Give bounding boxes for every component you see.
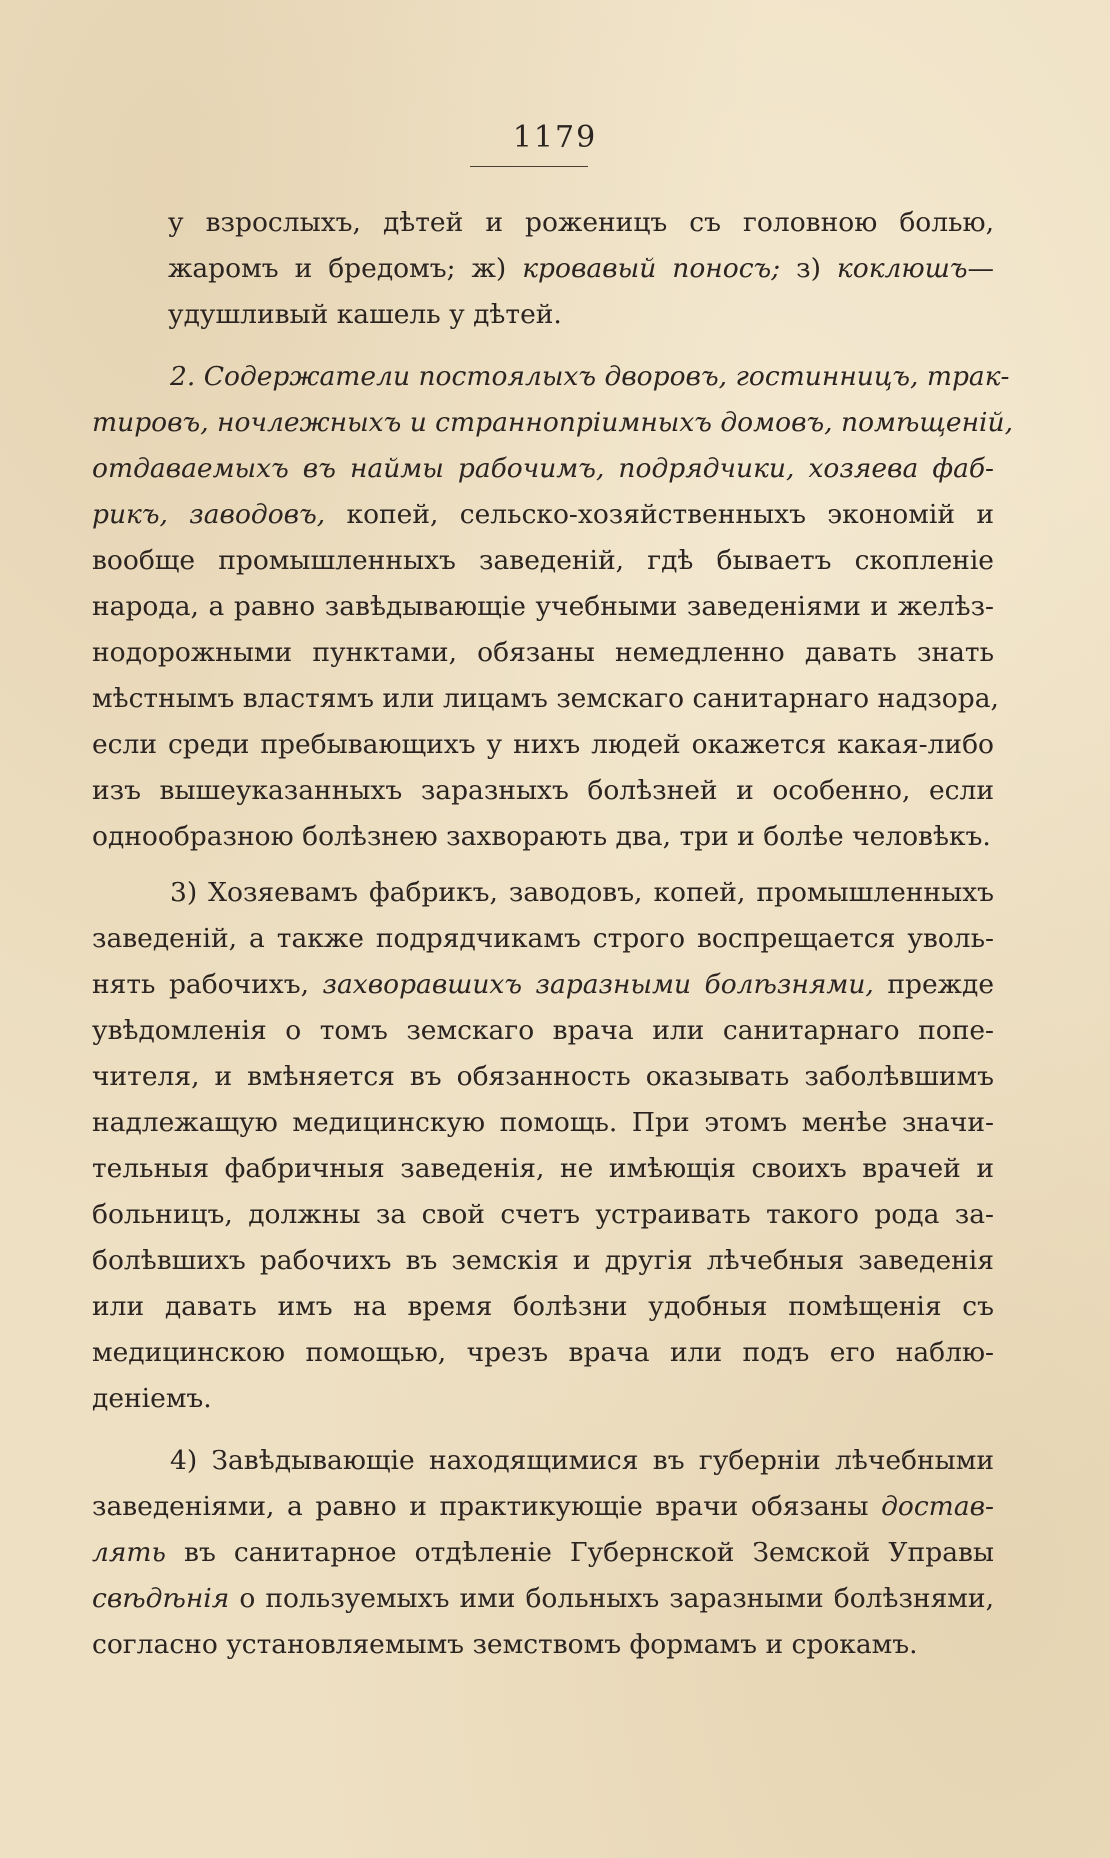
text-line	[92, 676, 999, 722]
text-line	[92, 1192, 994, 1238]
text-line	[92, 1484, 994, 1530]
italic-text-run: свѣдѣнія	[92, 1583, 230, 1614]
text-run: деніемъ.	[92, 1383, 212, 1414]
text-run: согласно установляемымъ земствомъ формамъ и срокамъ.	[92, 1629, 918, 1660]
text-run: изъ вышеуказанныхъ заразныхъ болѣзней и особенно, если	[92, 775, 994, 806]
italic-text-run: 2. Содержатели постоялыхъ дворовъ, гостинницъ, трак-	[170, 361, 1010, 392]
text-line	[92, 1622, 994, 1668]
text-run: о пользуемыхъ ими больныхъ заразными болѣзнями,	[229, 1583, 994, 1614]
text-run: однообразною болѣзнею захворають два, три и болѣе человѣкъ.	[92, 821, 991, 852]
paragraph-2	[92, 354, 1014, 860]
text-line	[92, 722, 994, 768]
text-run: —	[967, 253, 994, 284]
italic-text-run: кровавый поносъ;	[522, 253, 781, 284]
text-run: з)	[780, 253, 837, 284]
text-run: или давать имъ на время болѣзни удобныя помѣщенія съ	[92, 1291, 994, 1322]
text-run: чителя, и вмѣняется въ обязанность оказывать заболѣвшимъ	[92, 1061, 994, 1092]
text-run: мѣстнымъ властямъ или лицамъ земскаго санитарнаго надзора,	[92, 683, 999, 714]
paragraph-4	[92, 1438, 994, 1668]
text-line	[92, 814, 994, 860]
text-line	[92, 1100, 994, 1146]
italic-text-run: тировъ, ночлежныхъ и страннопріимныхъ домовъ, помѣщеній,	[92, 407, 1014, 438]
body-text	[92, 200, 1014, 1668]
text-line	[92, 1238, 994, 1284]
text-line	[92, 1054, 994, 1100]
text-run: 4) Завѣдывающіе находящимися въ губерніи лѣчебными	[170, 1445, 994, 1476]
text-run: жаромъ и бредомъ; ж)	[168, 253, 523, 284]
text-line	[92, 916, 994, 962]
text-line	[92, 446, 994, 492]
text-run: народа, а равно завѣдывающіе учебными заведеніями и желѣз-	[92, 591, 994, 622]
text-line	[92, 538, 994, 584]
page-number: 1179	[512, 120, 598, 155]
italic-text-run: рикъ, заводовъ,	[92, 499, 326, 530]
text-run: заведеніями, а равно и практикующіе врачи обязаны	[92, 1491, 882, 1522]
text-run: больницъ, должны за свой счетъ устраивать такого рода за-	[92, 1199, 994, 1230]
text-line	[92, 1576, 994, 1622]
text-run: прежде	[873, 969, 995, 1000]
text-line	[92, 1530, 994, 1576]
text-line	[92, 962, 994, 1008]
text-run: въ санитарное отдѣленіе Губернской Земской Управы	[165, 1537, 994, 1568]
page-number-rule	[470, 166, 588, 167]
text-run: нять рабочихъ,	[92, 969, 323, 1000]
text-line	[92, 292, 994, 338]
text-line	[92, 1146, 994, 1192]
text-line	[92, 870, 994, 916]
text-line	[92, 1008, 994, 1054]
text-line	[92, 200, 994, 246]
italic-text-run: захворавшихъ заразными болѣзнями,	[322, 969, 874, 1000]
text-run: удушливый кашель у дѣтей.	[168, 299, 562, 330]
text-run: у взрослыхъ, дѣтей и роженицъ съ головною болью,	[168, 207, 994, 238]
paragraph-3	[92, 870, 994, 1422]
text-run: заведеній, а также подрядчикамъ строго воспрещается уволь-	[92, 923, 994, 954]
text-line	[92, 492, 994, 538]
italic-text-run: лять	[92, 1537, 166, 1568]
text-line	[92, 246, 994, 292]
text-run: 3) Хозяевамъ фабрикъ, заводовъ, копей, промышленныхъ	[170, 877, 994, 908]
text-line	[92, 1376, 994, 1422]
italic-text-run: достав-	[881, 1491, 994, 1522]
paragraph-continuation	[92, 200, 994, 338]
text-run: надлежащую медицинскую помощь. При этомъ менѣе значи-	[92, 1107, 994, 1138]
text-run: вообще промышленныхъ заведеній, гдѣ бываетъ скопленіе	[92, 545, 994, 576]
text-line	[92, 400, 1014, 446]
text-line	[92, 1438, 994, 1484]
text-line	[92, 1330, 994, 1376]
text-line	[92, 354, 1010, 400]
text-line	[92, 1284, 994, 1330]
text-line	[92, 630, 994, 676]
italic-text-run: отдаваемыхъ въ наймы рабочимъ, подрядчики, хозяева фаб-	[92, 453, 994, 484]
text-line	[92, 584, 994, 630]
text-run: тельныя фабричныя заведенія, не имѣющія своихъ врачей и	[92, 1153, 994, 1184]
text-run: увѣдомленія о томъ земскаго врача или санитарнаго попе-	[92, 1015, 994, 1046]
text-run: болѣвшихъ рабочихъ въ земскія и другія лѣчебныя заведенія	[92, 1245, 994, 1276]
text-run: медицинскою помощью, чрезъ врача или подъ его наблю-	[92, 1337, 994, 1368]
text-run: нодорожными пунктами, обязаны немедленно давать знать	[92, 637, 994, 668]
text-run: если среди пребывающихъ у нихъ людей окажется какая-либо	[92, 729, 994, 760]
text-run: копей, сельско-хозяйственныхъ экономій и	[325, 499, 994, 530]
text-line	[92, 768, 994, 814]
italic-text-run: коклюшъ	[836, 253, 968, 284]
